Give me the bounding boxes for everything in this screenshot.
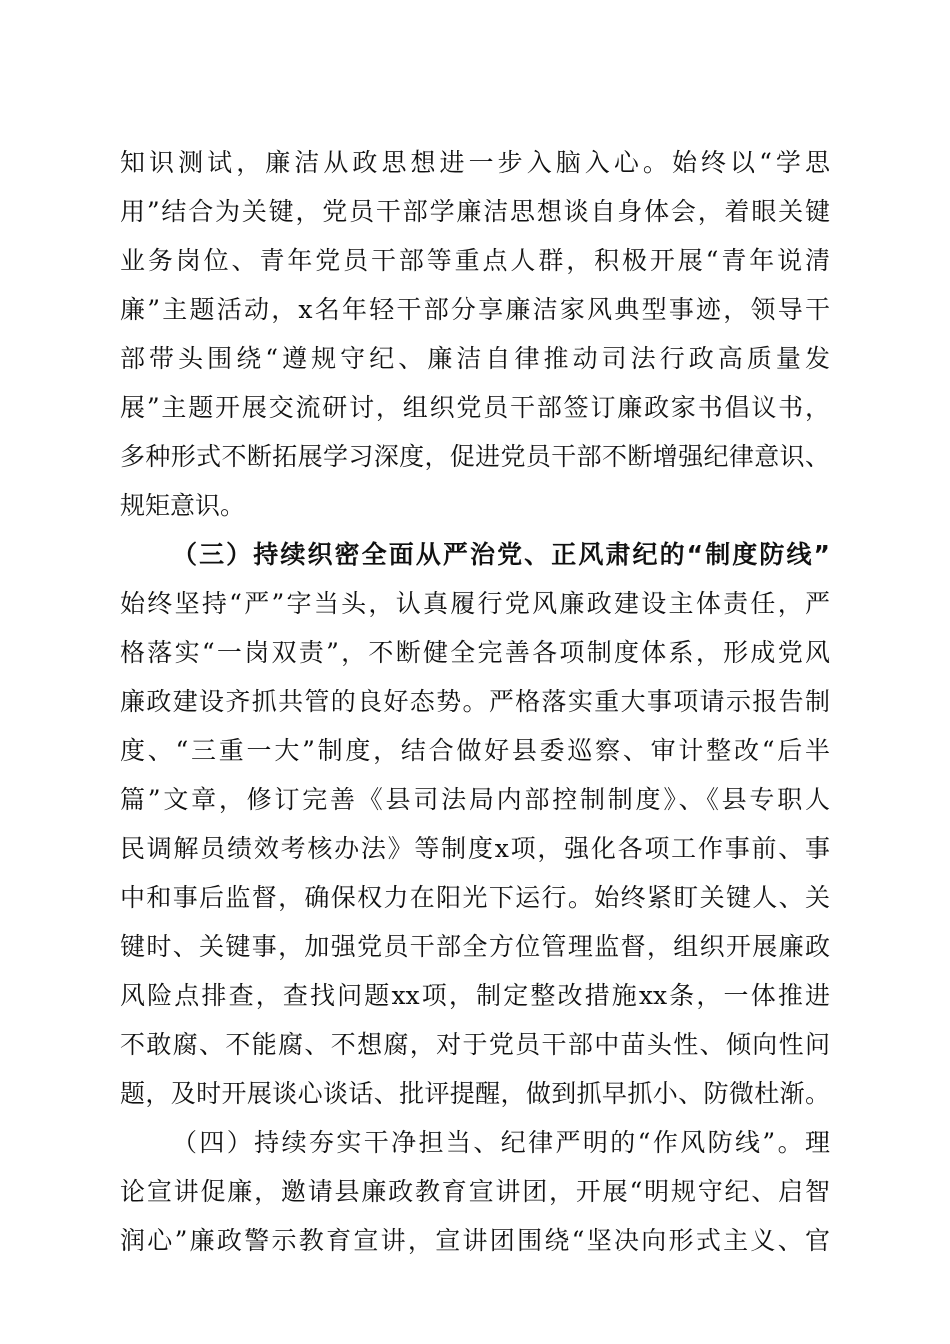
text-line: 多种形式不断拓展学习深度，促进党员干部不断增强纪律意识、 [120,442,830,471]
text-line: 篇”文章，修订完善《县司法局内部控制制度》、《县专职人 [120,785,830,814]
text-line: 中和事后监督，确保权力在阳光下运行。始终紧盯关键人、关 [120,883,830,912]
text-line: 始终坚持“严”字当头，认真履行党风廉政建设主体责任，严 [120,589,830,618]
text-line: 展”主题开展交流研讨，组织党员干部签订廉政家书倡议书， [120,393,830,422]
section-heading-4: （四）持续夯实干净担当、纪律严明的“作风防线”。理 [172,1128,830,1157]
text-line: 格落实“一岗双责”，不断健全完善各项制度体系，形成党风 [120,638,830,667]
text-line: 知识测试，廉洁从政思想进一步入脑入心。始终以“学思 [120,148,830,177]
section-heading-3: （三）持续织密全面从严治党、正风肃纪的“制度防线” [172,540,830,569]
text-line: 业务岗位、青年党员干部等重点人群，积极开展“青年说清 [120,246,830,275]
text-line: 部带头围绕“遵规守纪、廉洁自律推动司法行政高质量发 [120,344,830,373]
text-line: 规矩意识。 [120,491,246,520]
text-line: 键时、关键事，加强党员干部全方位管理监督，组织开展廉政 [120,932,830,961]
text-line: 题，及时开展谈心谈话、批评提醒，做到抓早抓小、防微杜渐。 [120,1079,830,1108]
text-line: 风险点排查，查找问题xx项，制定整改措施xx条，一体推进 [120,981,830,1010]
text-line: 度、“三重一大”制度，结合做好县委巡察、审计整改“后半 [120,736,830,765]
text-line: 不敢腐、不能腐、不想腐，对于党员干部中苗头性、倾向性问 [120,1030,830,1059]
text-line: 润心”廉政警示教育宣讲，宣讲团围绕“坚决向形式主义、官 [120,1226,830,1255]
text-line: 廉”主题活动，x名年轻干部分享廉洁家风典型事迹，领导干 [120,295,830,324]
text-line: 论宣讲促廉，邀请县廉政教育宣讲团，开展“明规守纪、启智 [120,1177,830,1206]
text-line: 廉政建设齐抓共管的良好态势。严格落实重大事项请示报告制 [120,687,830,716]
text-line: 民调解员绩效考核办法》等制度x项，强化各项工作事前、事 [120,834,830,863]
text-line: 用”结合为关键，党员干部学廉洁思想谈自身体会，着眼关键 [120,197,830,226]
